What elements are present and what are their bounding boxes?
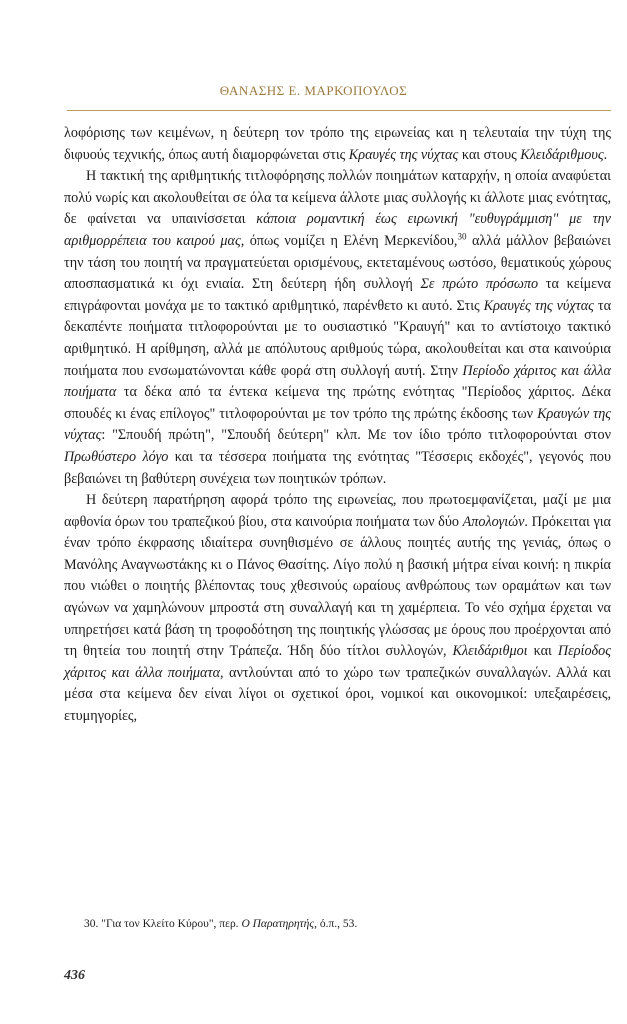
text-run: , αντλούνται από το χώρο των τραπεζικών συναλλαγών. Αλλά και μέσα στα κείμενα δεν είναι λίγοι οι σχετικοί όροι, νομικοί και οικονομικοί: υπεξαιρέσεις, ετυμηγορίες,	[64, 664, 611, 725]
text-run: τα δέκα από τα έντεκα κείμενα της πρώτης ενότητας "Περίοδος χάριτος. Δέκα σπουδές κι ένας επίλογος" τιτλοφορούνται με τον τρόπο της πρώτης έκδοσης των	[64, 384, 611, 422]
text-run: και	[527, 643, 558, 660]
text-run: . Πρόκειται για έναν τρόπο έκφρασης ιδιαίτερα συνηθισμένο σε άλλους ποιητές αυτής της γενιάς, όπως ο Μανόλης Αναγνωστάκης κι ο Πάνος Θασίτης. Λίγο πολύ η βασική μήτρα είναι κοινή: η πικρία που νιώθει ο ποιητής βλέποντας τους χθεσινούς ωραίους ανθρώπους των οραμάτων και των αγώνων να χαμηλώνουν μπροστά στη συναλλαγή και τη χαμέρπεια. Το νέο σχήμα έρχεται να υπηρετήσει κατά βάση τη τροφοδότηση της ποιητικής γλώσσας με όρους που προέρχονται από τη θητεία του ποιητή στην Τράπεζα. Ήδη δύο τίτλοι συλλογών,	[64, 513, 611, 660]
paragraph-1	[64, 123, 611, 166]
italic-title: Ο Παρατηρητής	[241, 918, 315, 930]
footnote-30	[84, 917, 604, 932]
italic-title: Κλειδάριθμους	[520, 146, 604, 163]
text-run: λοφόρισης των κειμένων, η δεύτερη τον τρόπο της ειρωνείας και η τελευταία την τύχη της διφυούς τεχνικής, όπως αυτή διαμορφώνεται στις	[64, 125, 611, 163]
text-run: τα δεκαπέντε ποιήματα τιτλοφορούνται με το ουσιαστικό "Κραυγή" και το αντίστοιχο τακτικό αριθμητικό. Η αρίθμηση, αλλά με απόλυτους αριθμούς τώρα, ακολουθείται και στα καινούρια ποιήματα που ενσωματώνονται κάθε φορά στη συλλογή αυτή. Στην	[64, 297, 612, 379]
paragraph-2	[64, 166, 611, 490]
text-run: και στους	[458, 146, 521, 163]
text-run: , όπως νομίζει η Ελένη Μερκενίδου,	[240, 232, 458, 249]
body-text	[64, 123, 611, 728]
text-run: Η δεύτερη παρατήρηση αφορά τρόπο της ειρωνείας, που πρωτοεμφανίζεται, μαζί με μια αφθονία όρων του τραπεζικού βίου, στα καινούρια ποιήματα των δύο	[64, 492, 611, 530]
text-run: αλλά μάλλον βεβαιώνει την τάση του ποιητή να πραγματεύεται ορισμένους, εκτεταμένους ωστόσο, θεματικούς χώρους αποσπασματικά κι όχι ενιαία. Στη δεύτερη ήδη συλλογή	[64, 232, 611, 293]
italic-title: Σε πρώτο πρόσωπο	[420, 276, 539, 293]
page-number: 436	[64, 968, 85, 983]
italic-title: Κραυγές της νύχτας	[348, 146, 459, 163]
text-run: Η τακτική της αριθμητικής τιτλοφόρησης πολλών ποιημάτων καταρχήν, η οποία αναφύεται πολύ νωρίς και ακολουθείται σε όλα τα κείμενα άλλοτε μιας συλλογής κι άλλοτε μιας ενότητας, δε φαίνεται να υπαινίσσεται	[64, 168, 611, 228]
italic-title: Πρωθύστερο λόγο	[64, 448, 169, 465]
text-run: , ό.π., 53.	[314, 918, 358, 930]
italic-title: Περίοδος χάριτος και άλλα ποιήματα	[64, 643, 611, 681]
text-run: και τα τέσσερα ποιήματα της ενότητας "Τέσσερις εκδοχές", γεγονός που βεβαιώνει τη βαθύτερη συνέχεια των ποιητικών τρόπων.	[64, 448, 611, 487]
text-run: τα κείμενα επιγράφονται μονάχα με το τακτικό αριθμητικό, παρένθετο κι αυτό. Στις	[64, 276, 611, 314]
footnote-marker: 30	[457, 231, 467, 242]
running-header: ΘΑΝΑΣΗΣ Ε. ΜΑΡΚΟΠΟΥΛΟΣ	[219, 83, 408, 98]
italic-title: Κραυγών της νύχτας	[64, 405, 611, 444]
italic-title: Απολογιών	[462, 513, 525, 530]
italic-title: κάποια ρομαντική έως ειρωνική "ευθυγράμμιση" με την αριθμορρέπεια του καιρού μας	[64, 211, 611, 249]
paragraph-3	[64, 490, 611, 728]
text-run: : "Σπουδή πρώτη", "Σπουδή δεύτερη" κλπ. Με τον ίδιο τρόπο τιτλοφορούνται στον	[101, 427, 611, 444]
italic-title: Κραυγές της νύχτας	[483, 297, 594, 314]
italic-title: Περίοδο χάριτος και άλλα ποιήματα	[64, 362, 611, 401]
header-rule	[67, 110, 611, 111]
italic-title: Κλειδάριθμοι	[452, 643, 528, 660]
text-run: 30. "Για τον Κλείτο Κύρου", περ.	[84, 918, 242, 930]
text-run: .	[603, 146, 608, 163]
